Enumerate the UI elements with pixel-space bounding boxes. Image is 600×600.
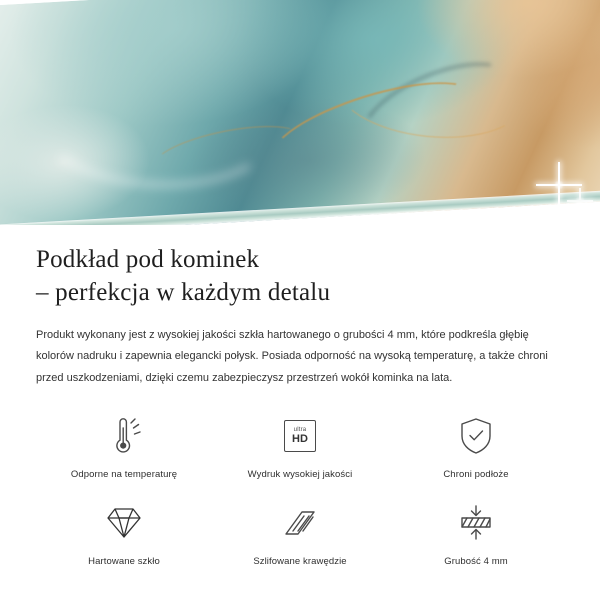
marble-ink-artwork [0, 0, 600, 225]
feature-item [36, 415, 212, 480]
bevelled-edge-icon [282, 502, 318, 544]
feature-label: Szlifowane krawędzie [253, 556, 347, 568]
feature-item [212, 502, 388, 567]
page-title-line-1: Podkład pod kominek [36, 246, 260, 273]
thickness-arrows-icon [458, 502, 494, 544]
content-area [0, 225, 600, 567]
page-title [36, 243, 564, 309]
feature-item [212, 415, 388, 480]
feature-label: Odporne na temperaturę [70, 469, 178, 481]
ultra-hd-badge-top: ultra [293, 427, 307, 434]
feature-label: Hartowane szkło [88, 556, 160, 568]
glass-panel-photo [0, 0, 600, 225]
thermometer-icon [105, 415, 143, 457]
ultra-hd-icon [284, 415, 316, 457]
feature-item [388, 415, 564, 480]
feature-grid [36, 415, 564, 567]
feature-item [388, 502, 564, 567]
description-paragraph: Produkt wykonany jest z wysokiej jakości szkła hartowanego o grubości 4 mm, które podkreśla głębię kolorów nadruku i zapewnia elegancki połysk. Posiada odporność na wysoką temperaturę, a także chroni przed uszkodzeniami, dzięki czemu zabezpieczysz przestrzeń wokół kominka na lata. [36, 329, 548, 384]
feature-label: Grubość 4 mm [444, 556, 508, 568]
diamond-icon [105, 502, 143, 544]
ultra-hd-badge-bottom: HD [292, 433, 308, 446]
shield-check-icon [459, 415, 493, 457]
feature-label: Chroni podłoże [443, 469, 509, 481]
feature-item [36, 502, 212, 567]
ultra-hd-badge [284, 420, 316, 452]
feature-label: Wydruk wysokiej jakości [247, 469, 353, 481]
hero-image [0, 0, 600, 225]
artwork-vein-white [33, 60, 281, 194]
page-title-line-2: – perfekcja w każdym detalu [36, 279, 331, 306]
